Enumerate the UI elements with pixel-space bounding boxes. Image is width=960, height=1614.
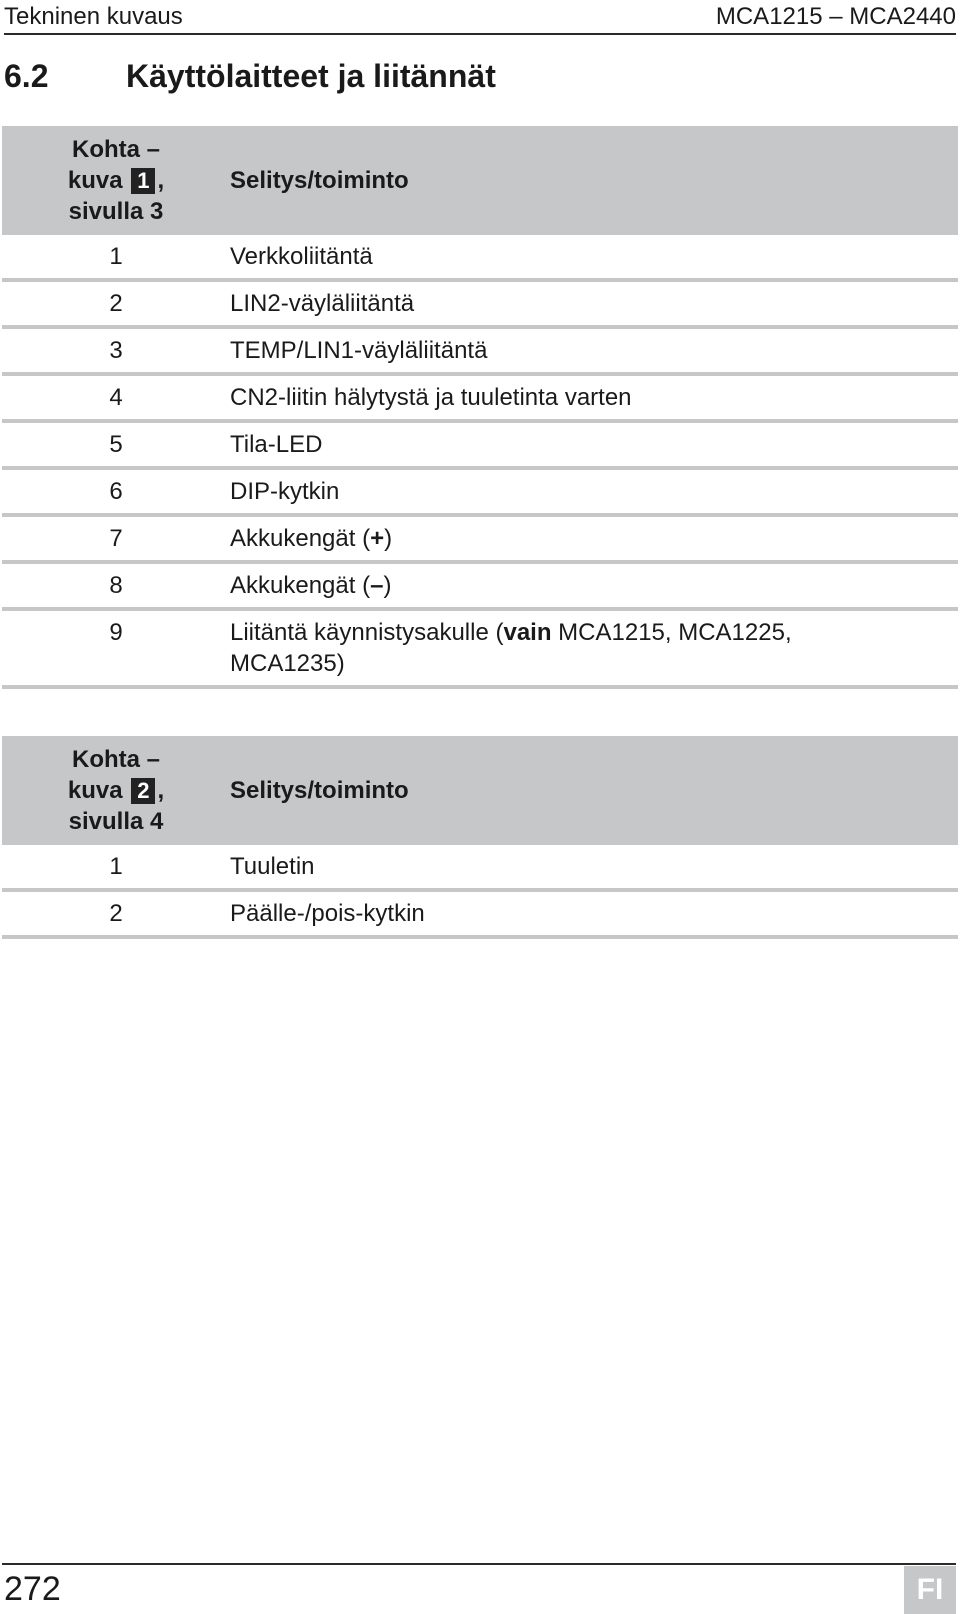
row-number: 2 [2, 890, 230, 937]
col-header-kuva: kuva [67, 167, 123, 194]
table-header-row [2, 126, 958, 235]
row-description: LIN2-väyläliitäntä [230, 280, 958, 327]
page-header [4, 0, 956, 35]
page-number: 272 [4, 1570, 61, 1608]
row-number: 4 [2, 374, 230, 421]
row-number: 1 [2, 845, 230, 890]
col-header-item [2, 736, 230, 845]
table-row [2, 890, 958, 937]
col-header-line1: Kohta – [71, 746, 160, 773]
col-header-description: Selitys/toiminto [230, 736, 958, 845]
table-row [2, 374, 958, 421]
figure-badge: 1 [131, 168, 155, 194]
row-description [230, 609, 958, 687]
table-row [2, 562, 958, 609]
row-description: CN2-liitin hälytystä ja tuuletinta varten [230, 374, 958, 421]
row-description: DIP-kytkin [230, 468, 958, 515]
header-model-range: MCA1215 – MCA2440 [715, 2, 956, 30]
figure-badge: 2 [131, 778, 155, 804]
row-description: Verkkoliitäntä [230, 235, 958, 280]
controls-table-figure-2 [2, 736, 958, 939]
row-number: 6 [2, 468, 230, 515]
col-header-line3: sivulla 3 [68, 198, 164, 225]
row-text: ) [383, 572, 392, 599]
col-header-item [2, 126, 230, 235]
col-header-comma: , [157, 167, 165, 194]
header-section-label: Tekninen kuvaus [4, 2, 183, 30]
controls-table-figure-1 [2, 126, 958, 689]
table-row [2, 235, 958, 280]
row-number: 2 [2, 280, 230, 327]
row-number: 5 [2, 421, 230, 468]
row-description [230, 562, 958, 609]
row-description: TEMP/LIN1-väyläliitäntä [230, 327, 958, 374]
row-text: Akkukengät ( [230, 572, 371, 599]
section-number: 6.2 [4, 58, 49, 94]
row-text: Liitäntä käynnistysakulle ( [230, 619, 504, 646]
row-number: 1 [2, 235, 230, 280]
table-header-row [2, 736, 958, 845]
row-number: 9 [2, 609, 230, 687]
table-row [2, 845, 958, 890]
table-row [2, 515, 958, 562]
col-header-comma: , [157, 777, 165, 804]
table-row [2, 609, 958, 687]
section-title: Käyttölaitteet ja liitännät [126, 58, 496, 94]
row-number: 7 [2, 515, 230, 562]
table-row [2, 280, 958, 327]
section-heading [4, 58, 496, 95]
language-tab: FI [904, 1566, 956, 1614]
table-row [2, 468, 958, 515]
row-number: 8 [2, 562, 230, 609]
footer-divider [2, 1563, 956, 1565]
col-header-line2 [2, 775, 230, 806]
col-header-description: Selitys/toiminto [230, 126, 958, 235]
col-header-line1: Kohta – [71, 136, 160, 163]
row-text: Akkukengät ( [230, 525, 371, 552]
row-text: MCA1215, MCA1225, MCA1235) [230, 619, 792, 677]
row-text: ) [384, 525, 393, 552]
col-header-kuva: kuva [67, 777, 123, 804]
row-description: Tila-LED [230, 421, 958, 468]
row-text-bold: + [370, 525, 385, 552]
table-row [2, 421, 958, 468]
table-row [2, 327, 958, 374]
row-description: Päälle-/pois-kytkin [230, 890, 958, 937]
row-description [230, 515, 958, 562]
row-text-bold: – [370, 572, 384, 599]
row-description: Tuuletin [230, 845, 958, 890]
row-text-bold: vain [503, 619, 552, 646]
row-number: 3 [2, 327, 230, 374]
col-header-line3: sivulla 4 [68, 808, 164, 835]
col-header-line2 [2, 165, 230, 196]
